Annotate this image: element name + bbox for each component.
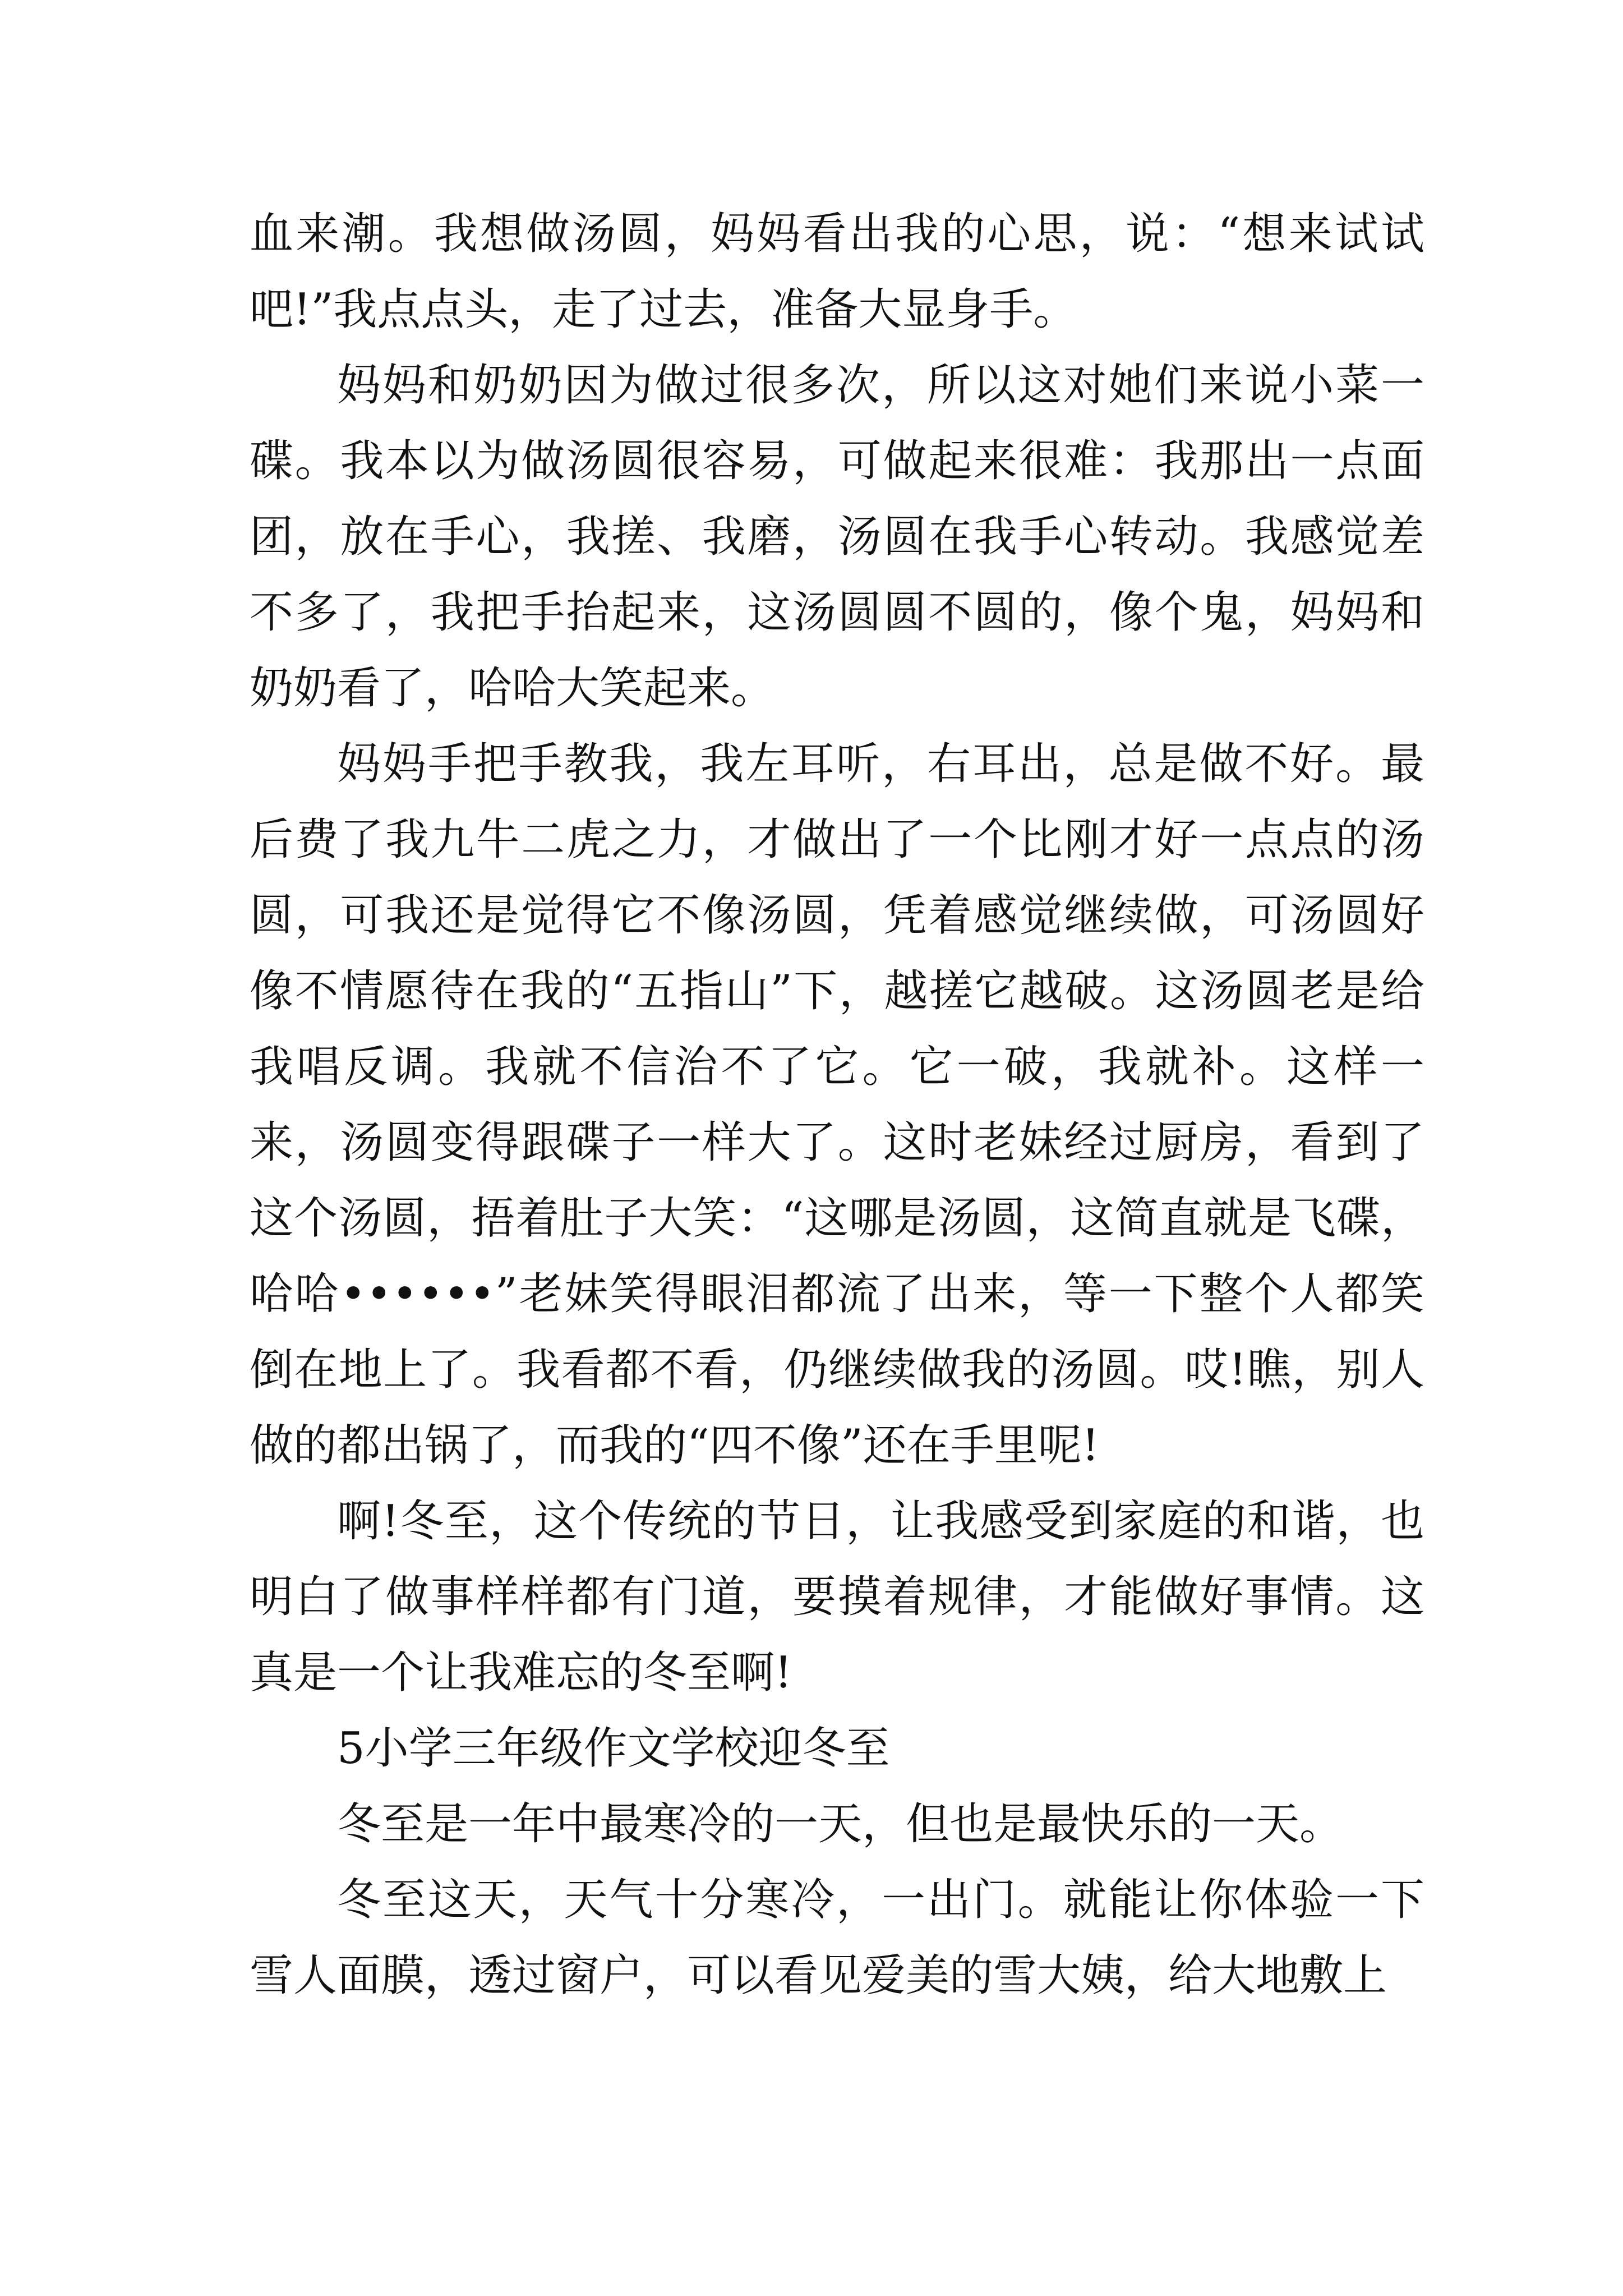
section-heading: 5小学三年级作文学校迎冬至	[337, 1723, 890, 1774]
paragraph: 妈妈和奶奶因为做过很多次，所以这对她们来说小菜一碟。我本以为做汤圆很容易，可做起来很难：我那出一点面团，放在手心，我搓、我磨，汤圆在我手心转动。我感觉差不多了，我把手抬起来，这汤圆圆不圆的，像个鬼，妈妈和奶奶看了，哈哈大笑起来。	[250, 360, 1424, 714]
paragraph: 妈妈手把手教我，我左耳听，右耳出，总是做不好。最后费了我九牛二虎之力，才做出了一个比刚才好一点点的汤圆，可我还是觉得它不像汤圆，凭着感觉继续做，可汤圆好像不情愿待在我的“五指山”下，越搓它越破。这汤圆老是给我唱反调。我就不信治不了它。它一破，我就补。这样一来，汤圆变得跟碟子一样大了。这时老妹经过厨房，看到了这个汤圆，捂着肚子大笑：“这哪是汤圆，这简直就是飞碟，哈哈••••••”老妹笑得眼泪都流了出来，等一下整个人都笑倒在地上了。我看都不看，仍继续做我的汤圆。哎!瞧，别人做的都出锅了，而我的“四不像”还在手里呢!	[250, 739, 1424, 1471]
paragraph: 啊!冬至，这个传统的节日，让我感受到家庭的和谐，也明白了做事样样都有门道，要摸着规律，才能做好事情。这真是一个让我难忘的冬至啊!	[250, 1496, 1424, 1698]
paragraph-continuation: 血来潮。我想做汤圆，妈妈看出我的心思，说：“想来试试吧!”我点点头，走了过去，准备大显身手。	[250, 209, 1424, 335]
paragraph: 冬至是一年中最寒冷的一天，但也是最快乐的一天。	[337, 1799, 1344, 1849]
document-body	[250, 196, 1424, 2014]
paragraph: 冬至这天，天气十分寒冷，一出门。就能让你体验一下雪人面膜，透过窗户，可以看见爱美的雪大姨，给大地敷上	[250, 1875, 1424, 2001]
